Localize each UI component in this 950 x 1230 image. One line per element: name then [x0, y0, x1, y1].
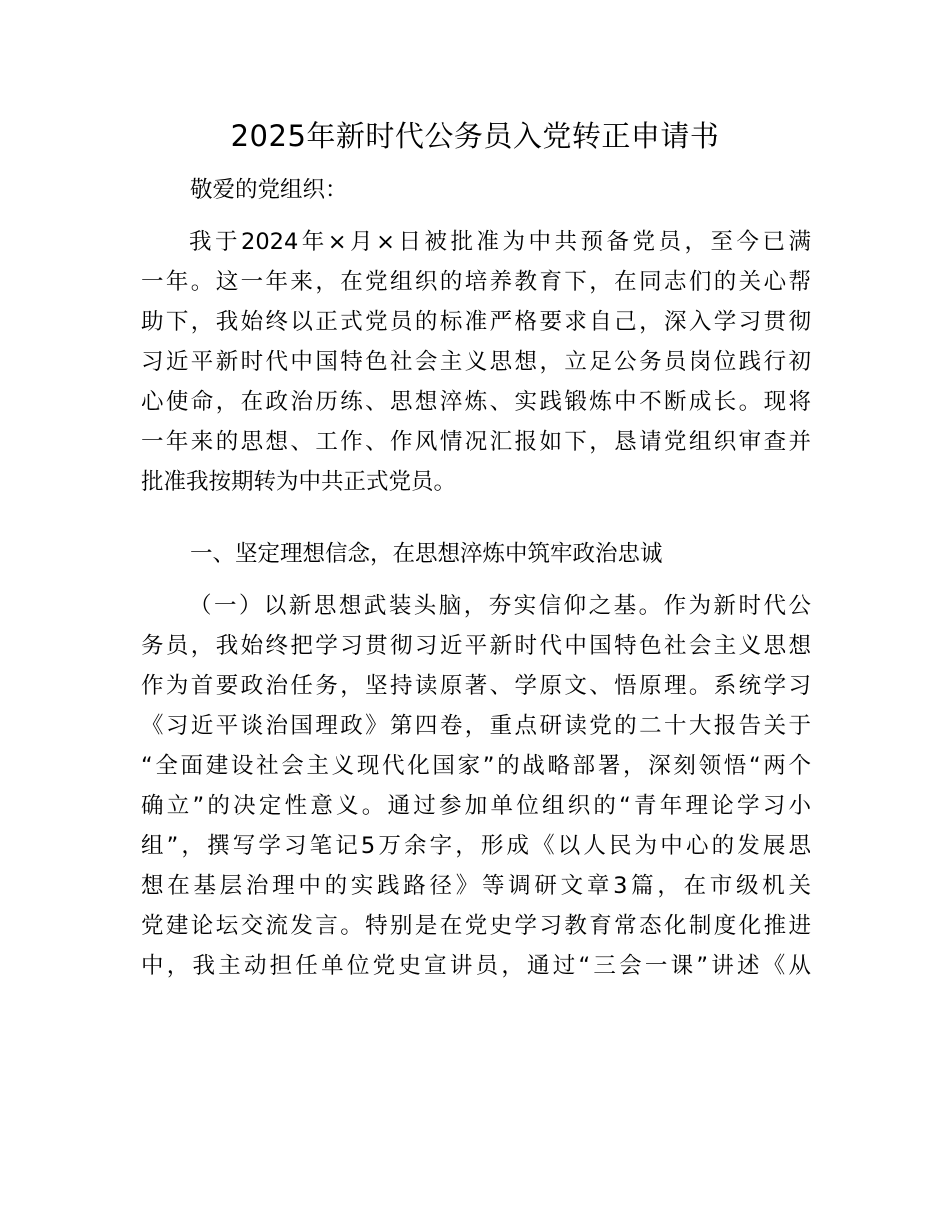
- paragraph-2-line: 组”，撰写学习笔记5万余字，形成《以人民为中心的发展思: [141, 833, 811, 859]
- paragraph-1-line: 我于2024年×月×日被批准为中共预备党员，至今已满: [189, 229, 811, 255]
- paragraph-1-line: 一年。这一年来，在党组织的培养教育下，在同志们的关心帮: [141, 269, 811, 295]
- paragraph-1-line: 批准我按期转为中共正式党员。: [141, 469, 457, 495]
- paragraph-2-line: 想在基层治理中的实践路径》等调研文章3篇，在市级机关: [141, 873, 811, 899]
- paragraph-1-line: 习近平新时代中国特色社会主义思想，立足公务员岗位践行初: [141, 349, 811, 375]
- salutation: 敬爱的党组织：: [190, 177, 348, 203]
- paragraph-2-line: 务员，我始终把学习贯彻习近平新时代中国特色社会主义思想: [141, 633, 811, 659]
- paragraph-1-line: 助下，我始终以正式党员的标准严格要求自己，深入学习贯彻: [141, 309, 811, 335]
- document-title: 2025年新时代公务员入党转正申请书: [230, 119, 720, 153]
- paragraph-1-line: 心使命，在政治历练、思想淬炼、实践锻炼中不断成长。现将: [141, 389, 811, 415]
- paragraph-2-line: 确立”的决定性意义。通过参加单位组织的“青年理论学习小: [141, 793, 811, 819]
- paragraph-2-line: 党建论坛交流发言。特别是在党史学习教育常态化制度化推进: [141, 913, 811, 939]
- paragraph-2: [141, 586, 811, 986]
- paragraph-1-line: 一年来的思想、工作、作风情况汇报如下，恳请党组织审查并: [141, 429, 811, 455]
- paragraph-2-line: 中，我主动担任单位党史宣讲员，通过“三会一课”讲述《从: [141, 953, 811, 979]
- paragraph-1: [141, 222, 811, 502]
- paragraph-2-line: “全面建设社会主义现代化国家”的战略部署，深刻领悟“两个: [141, 753, 811, 779]
- paragraph-2-line: （一）以新思想武装头脑，夯实信仰之基。作为新时代公: [189, 593, 811, 619]
- section-1-heading: 一、坚定理想信念，在思想淬炼中筑牢政治忠诚: [190, 541, 663, 567]
- paragraph-2-line: 《习近平谈治国理政》第四卷，重点研读党的二十大报告关于: [141, 713, 811, 739]
- paragraph-2-line: 作为首要政治任务，坚持读原著、学原文、悟原理。系统学习: [141, 673, 811, 699]
